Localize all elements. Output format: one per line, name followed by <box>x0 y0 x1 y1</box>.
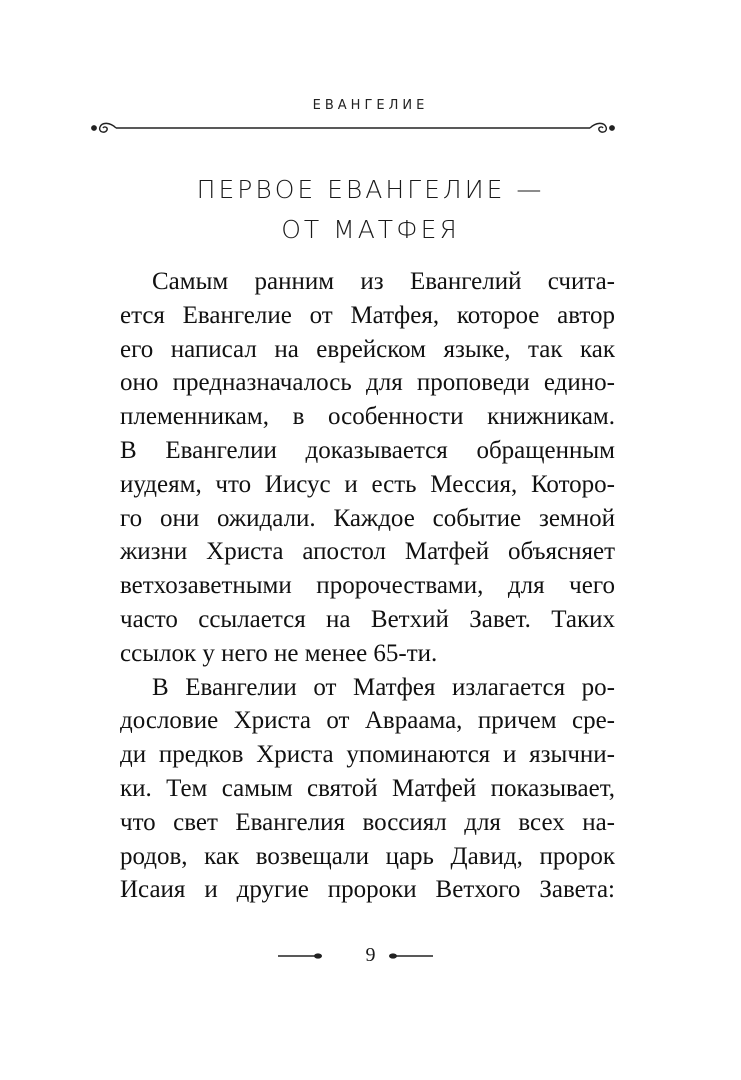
text-line: что свет Евангелия воссиял для всех на- <box>120 808 615 836</box>
paragraph-1 <box>120 265 615 671</box>
flourish-left-icon <box>92 123 116 132</box>
chapter-title <box>0 170 741 250</box>
page-footer <box>0 944 741 968</box>
text-line: его написал на еврейском языке, так как <box>120 335 615 363</box>
text-line: В Евангелии от Матфея излагается ро- <box>152 673 615 701</box>
text-line: ется Евангелие от Матфея, которое автор <box>120 301 615 329</box>
text-line: ветхозаветными пророчествами, для чего <box>120 572 615 600</box>
text-line: родов, как возвещали царь Давид, пророк <box>120 842 615 870</box>
flourish-right-icon <box>590 123 614 132</box>
text-line: ссылок у него не менее 65-ти. <box>120 639 438 667</box>
text-line: ди предков Христа упоминаются и язычни- <box>120 741 615 769</box>
text-line: Исаия и другие пророки Ветхого Завета: <box>120 876 615 904</box>
text-line: часто ссылается на Ветхий Завет. Таких <box>120 605 615 633</box>
text-line: дословие Христа от Авраама, причем сре- <box>120 707 615 735</box>
text-line: племенникам, в особенности книжникам. <box>120 403 615 431</box>
text-line: оно предназначалось для проповеди едино- <box>120 369 615 397</box>
ornamental-rule <box>90 118 616 138</box>
text-line: го они ожидали. Каждое событие земной <box>120 504 615 532</box>
text-line: жизни Христа апостол Матфей объясняет <box>120 538 615 566</box>
text-line: Самым ранним из Евангелий счита- <box>152 268 615 295</box>
text-line: иудеям, что Иисус и есть Мессия, Которо- <box>120 470 615 498</box>
chapter-title-line-2: ОТ МАТФЕЯ <box>281 215 460 244</box>
chapter-title-line-1: ПЕРВОЕ ЕВАНГЕЛИЕ — <box>196 175 545 204</box>
text-line: В Евангелии доказывается обращенным <box>120 436 615 464</box>
dash-dot-right-icon <box>383 950 433 962</box>
running-head: ЕВАНГЕЛИЕ <box>312 98 429 113</box>
body-text <box>120 265 615 907</box>
page-number: 9 <box>365 944 376 966</box>
text-line: ки. Тем самым святой Матфей показывает, <box>120 774 615 802</box>
paragraph-2 <box>120 671 615 908</box>
